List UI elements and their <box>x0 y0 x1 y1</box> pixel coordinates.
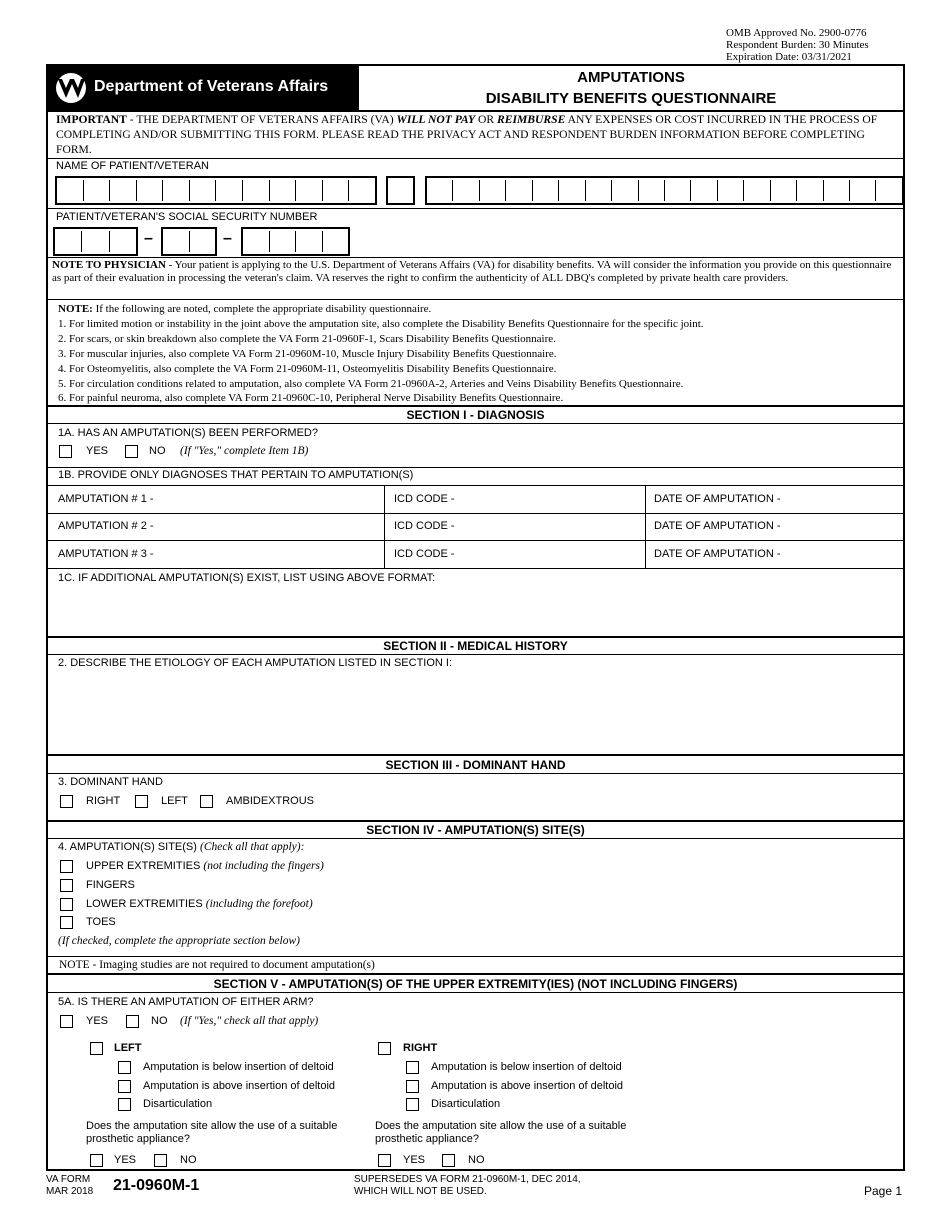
important-notice <box>56 112 891 157</box>
q5a-no-checkbox[interactable] <box>126 1015 139 1028</box>
left-prosthetic-line-2: prosthetic appliance? <box>86 1133 190 1145</box>
lower-extremities-checkbox[interactable] <box>60 898 73 911</box>
left-arm-label: LEFT <box>114 1042 142 1054</box>
notes-lead: NOTE: <box>58 303 93 315</box>
left-prosthetic-no-label: NO <box>180 1154 197 1166</box>
q1a-yes-checkbox[interactable] <box>59 445 72 458</box>
right-arm-label: RIGHT <box>403 1042 438 1054</box>
important-text-2: ANY EXPENSES OR COST INCURRED IN THE PROCESS OF COMPLETING AND/OR SUBMITTING THIS FORM. PLEASE READ THE PRIVACY ACT AND RESPONDENT BURDEN INFORMATION BEFORE COMPLETING FORM. <box>56 113 878 156</box>
agency-banner <box>48 66 357 110</box>
notes-list <box>58 302 898 406</box>
form-subtitle: DISABILITY BENEFITS QUESTIONNAIRE <box>485 90 777 107</box>
left-prosthetic-yes-label: YES <box>114 1154 137 1166</box>
q5a-hint: (If "Yes," check all that apply) <box>180 1015 319 1027</box>
form-page <box>46 64 905 1171</box>
q5a-yes-label: YES <box>86 1015 109 1027</box>
patient-name-label: NAME OF PATIENT/VETERAN <box>56 160 209 172</box>
fingers-checkbox[interactable] <box>60 879 73 892</box>
dominant-ambidextrous-label: AMBIDEXTROUS <box>226 795 315 807</box>
icd-code-3-field[interactable]: ICD CODE - <box>394 548 455 560</box>
footer-form-label <box>46 1174 93 1198</box>
fingers-label: FINGERS <box>86 879 135 891</box>
q1a-no-label: NO <box>149 445 166 457</box>
q5a-no-label: NO <box>151 1015 168 1027</box>
ssn-part-2[interactable] <box>161 227 217 256</box>
section-1-heading: SECTION I - DIAGNOSIS <box>406 408 545 422</box>
q1a-yes-label: YES <box>86 445 109 457</box>
q1a-hint: (If "Yes," complete Item 1B) <box>180 445 309 457</box>
icd-code-1-field[interactable]: ICD CODE - <box>394 493 455 505</box>
omb-info <box>726 27 869 63</box>
va-logo-icon <box>52 72 90 104</box>
section-2-heading: SECTION II - MEDICAL HISTORY <box>383 639 568 653</box>
checked-hint: (If checked, complete the appropriate section below) <box>58 935 300 947</box>
form-title: AMPUTATIONS <box>577 69 685 86</box>
expiration-date: Expiration Date: 03/31/2021 <box>726 51 852 63</box>
dominant-right-checkbox[interactable] <box>60 795 73 808</box>
left-above-deltoid-label: Amputation is above insertion of deltoid <box>143 1080 336 1092</box>
right-prosthetic-no-label: NO <box>468 1154 485 1166</box>
note-physician-lead: NOTE TO PHYSICIAN <box>52 259 166 271</box>
will-not-pay: WILL NOT PAY <box>396 113 476 126</box>
note-physician-text: - Your patient is applying to the U.S. Department of Veterans Affairs (VA) for disability benefits. VA will consider the information you provide on this questionnaire as part of their evaluation in processing the veteran's claim. VA reserves the right to confirm the authenticity of ALL DBQ's completed by private health care providers. <box>52 259 892 284</box>
lower-hint: (including the forefoot) <box>205 898 313 910</box>
right-below-deltoid-checkbox[interactable] <box>406 1061 419 1074</box>
right-prosthetic-yes-checkbox[interactable] <box>378 1154 391 1167</box>
upper-extremities-label <box>86 860 324 872</box>
toes-checkbox[interactable] <box>60 916 73 929</box>
right-above-deltoid-label: Amputation is above insertion of deltoid <box>431 1080 624 1092</box>
left-prosthetic-question <box>86 1120 337 1146</box>
lower-extremities-label <box>86 898 313 910</box>
left-arm-checkbox[interactable] <box>90 1042 103 1055</box>
reimburse: REIMBURSE <box>497 113 566 126</box>
dominant-left-label: LEFT <box>161 795 188 807</box>
right-disarticulation-label: Disarticulation <box>431 1098 501 1110</box>
footer-supersedes <box>354 1174 581 1198</box>
toes-label: TOES <box>86 916 116 928</box>
note-item: 1. For limited motion or instability in the joint above the amputation site, also complete the Disability Benefits Questionnaire for the specific joint. <box>58 317 704 330</box>
date-amputation-1-field[interactable]: DATE OF AMPUTATION - <box>654 493 781 505</box>
dominant-ambidextrous-checkbox[interactable] <box>200 795 213 808</box>
ssn-part-1[interactable] <box>53 227 138 256</box>
q3-label: 3. DOMINANT HAND <box>58 776 163 788</box>
dominant-left-checkbox[interactable] <box>135 795 148 808</box>
note-to-physician <box>52 259 900 284</box>
icd-code-2-field[interactable]: ICD CODE - <box>394 520 455 532</box>
ssn-label: PATIENT/VETERAN'S SOCIAL SECURITY NUMBER <box>56 211 318 223</box>
right-above-deltoid-checkbox[interactable] <box>406 1080 419 1093</box>
footer-supersedes-2: WHICH WILL NOT BE USED. <box>354 1186 487 1197</box>
q4-text: 4. AMPUTATION(S) SITE(S) <box>58 841 200 853</box>
first-name-input[interactable] <box>425 176 904 205</box>
q4-hint: (Check all that apply): <box>200 841 305 853</box>
section-5-heading: SECTION V - AMPUTATION(S) OF THE UPPER EXTREMITY(IES) (NOT INCLUDING FINGERS) <box>213 977 738 991</box>
amputation-3-field[interactable]: AMPUTATION # 3 - <box>58 548 154 560</box>
dominant-right-label: RIGHT <box>86 795 121 807</box>
ssn-part-3[interactable] <box>241 227 350 256</box>
last-name-input[interactable] <box>55 176 377 205</box>
q1b-label: 1B. PROVIDE ONLY DIAGNOSES THAT PERTAIN TO AMPUTATION(S) <box>58 469 414 481</box>
note-item: 5. For circulation conditions related to amputation, also complete VA Form 21-0960A-2, Arteries and Veins Disability Benefits Questionnaire. <box>58 377 684 390</box>
q5a-label: 5A. IS THERE AN AMPUTATION OF EITHER ARM? <box>58 996 314 1008</box>
footer-supersedes-1: SUPERSEDES VA FORM 21-0960M-1, DEC 2014, <box>354 1174 581 1185</box>
date-amputation-2-field[interactable]: DATE OF AMPUTATION - <box>654 520 781 532</box>
important-or: OR <box>475 113 498 126</box>
footer-page-number: Page 1 <box>864 1184 903 1198</box>
left-below-deltoid-checkbox[interactable] <box>118 1061 131 1074</box>
upper-text: UPPER EXTREMITIES <box>86 860 204 872</box>
q1c-field[interactable]: 1C. IF ADDITIONAL AMPUTATION(S) EXIST, LIST USING ABOVE FORMAT: <box>58 572 436 584</box>
right-disarticulation-checkbox[interactable] <box>406 1098 419 1111</box>
important-text-1: - THE DEPARTMENT OF VETERANS AFFAIRS (VA) <box>126 113 397 126</box>
left-above-deltoid-checkbox[interactable] <box>118 1080 131 1093</box>
note-item: 2. For scars, or skin breakdown also complete the VA Form 21-0960F-1, Scars Disability Benefits Questionnaire. <box>58 332 556 345</box>
left-prosthetic-line-1: Does the amputation site allow the use of a suitable <box>86 1120 338 1132</box>
right-prosthetic-line-2: prosthetic appliance? <box>375 1133 479 1145</box>
right-prosthetic-line-1: Does the amputation site allow the use of a suitable <box>375 1120 627 1132</box>
amputation-1-field[interactable]: AMPUTATION # 1 - <box>58 493 154 505</box>
imaging-note: NOTE - Imaging studies are not required to document amputation(s) <box>59 959 375 971</box>
lower-text: LOWER EXTREMITIES <box>86 898 206 910</box>
footer-date: MAR 2018 <box>46 1186 94 1197</box>
right-below-deltoid-label: Amputation is below insertion of deltoid <box>431 1061 622 1073</box>
left-prosthetic-yes-checkbox[interactable] <box>90 1154 103 1167</box>
date-amputation-3-field[interactable]: DATE OF AMPUTATION - <box>654 548 781 560</box>
left-disarticulation-label: Disarticulation <box>143 1098 213 1110</box>
respondent-burden: Respondent Burden: 30 Minutes <box>726 39 869 51</box>
section-3-heading: SECTION III - DOMINANT HAND <box>385 758 566 772</box>
section-4-heading: SECTION IV - AMPUTATION(S) SITE(S) <box>366 823 585 837</box>
left-disarticulation-checkbox[interactable] <box>118 1098 131 1111</box>
omb-number: OMB Approved No. 2900-0776 <box>726 27 867 39</box>
right-prosthetic-yes-label: YES <box>403 1154 426 1166</box>
q2-field[interactable]: 2. DESCRIBE THE ETIOLOGY OF EACH AMPUTATION LISTED IN SECTION I: <box>58 657 453 669</box>
ssn-dash-2: – <box>223 230 232 247</box>
note-item: 6. For painful neuroma, also complete VA Form 21-0960C-10, Peripheral Nerve Disability Benefits Questionnaire. <box>58 392 564 405</box>
footer-form-number: 21-0960M-1 <box>113 1177 200 1194</box>
ssn-dash-1: – <box>144 230 153 247</box>
right-prosthetic-no-checkbox[interactable] <box>442 1154 455 1167</box>
upper-extremities-checkbox[interactable] <box>60 860 73 873</box>
important-lead: IMPORTANT <box>56 113 127 126</box>
q4-label <box>58 841 304 853</box>
right-arm-checkbox[interactable] <box>378 1042 391 1055</box>
notes-intro: If the following are noted, complete the appropriate disability questionnaire. <box>92 303 432 315</box>
q1a-no-checkbox[interactable] <box>125 445 138 458</box>
upper-hint: (not including the fingers) <box>203 860 324 872</box>
middle-initial-input[interactable] <box>386 176 415 205</box>
q5a-yes-checkbox[interactable] <box>60 1015 73 1028</box>
left-prosthetic-no-checkbox[interactable] <box>154 1154 167 1167</box>
note-item: 3. For muscular injuries, also complete VA Form 21-0960M-10, Muscle Injury Disability Benefits Questionnaire. <box>58 347 557 360</box>
note-item: 4. For Osteomyelitis, also complete the VA Form 21-0960M-11, Osteomyelitis Disability Benefits Questionnaire. <box>58 362 557 375</box>
amputation-2-field[interactable]: AMPUTATION # 2 - <box>58 520 154 532</box>
left-below-deltoid-label: Amputation is below insertion of deltoid <box>143 1061 334 1073</box>
agency-name: Department of Veterans Affairs <box>94 78 329 95</box>
q1a-label: 1A. HAS AN AMPUTATION(S) BEEN PERFORMED? <box>58 427 318 439</box>
footer-va-form: VA FORM <box>46 1174 91 1185</box>
right-prosthetic-question <box>375 1120 626 1146</box>
